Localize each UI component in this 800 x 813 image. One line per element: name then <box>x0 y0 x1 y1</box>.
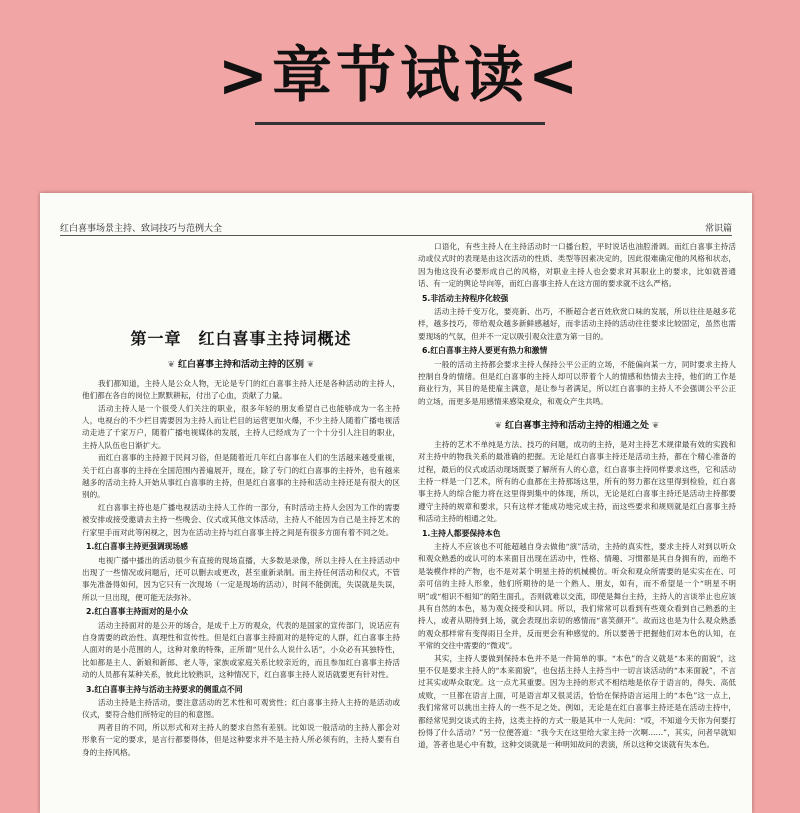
section-heading <box>82 359 400 371</box>
paragraph: 活动主持千变万化，要亮新、出巧，不断超合老百姓欣赏口味的发展，所以往往是越多花样，越多技巧，带给观众越多新鲜感越好，而非活动主持的活动往往要求比较固定，虽然也需要现场的气氛，但并不一定以吸引观众注意为第一目的。 <box>418 307 736 341</box>
subheading: 6.红白喜事主持人要更有热力和激情 <box>422 346 548 356</box>
section-heading-text: 红白喜事主持和活动主持的区别 <box>177 360 304 371</box>
left-column <box>82 241 400 759</box>
paragraph: 其实，主持人要做到保持本色并不是一件简单的事。“本色”的含义就是“本来的面貌”，这里不仅是要求主持人的“本来面貌”，也包括主持人主持当中一切言谈活动的“本来面貌”，不言过其实或哗众取宠。这一点尤其重要。因为主持的形式不相结地是依存于语言的，得失、高低成败，一旦都在语言上面，可是语言却又很灵活，恰恰在保持语言运用上的“本色”这一点上，我们常常可以挑出主持人的一些不足之处。例如，无论是在红白喜事主持还是在活动主持中，都经常见到交谈式的主持，这类主持的方式一般是其中一人先问：“哎，不知道今天你为何要打扮得了什么活动？”另一位便答道：“我今天在这里给大家主持一次啊……”，其实，问者早就知道，答者也是心中有数，这种交谈就是一种明知故问的表演，所以这种交谈就有失本色。 <box>418 653 736 750</box>
chapter-title: 第一章 红白喜事主持词概述 <box>130 329 352 348</box>
title-banner <box>0 0 800 130</box>
paragraph: 两者目的不同，所以形式和对主持人的要求自然有差别。比如说一般活动的主持人都会对形象有一定的要求，是言行都要得体，但是这种要求并不是主持人所必须有的，主持人要有自身的主持风格。 <box>82 722 400 757</box>
paragraph: 一般的活动主持都会要求主持人保持公平公正的立场，不能偏向某一方，同时要求主持人控制自身的情绪。但是红白喜事的主持人却可以带着个人的情感和热情去主持，他们的工作是商业行为，其目的是使雇主满意，是让参与者满足，所以红白喜事的主持人不会强调公平公正的立场，而更多是用感情来感染观众，和观众产生共鸣。 <box>418 359 736 406</box>
paragraph: 活动主持是主持活动，要注意活动的艺术性和可观赏性；红白喜事主持人主持的是活动或仪式，要符合他们所特定的目的和意图。 <box>82 697 400 720</box>
banner-underline <box>255 122 545 125</box>
book-page <box>40 193 752 813</box>
paragraph: 电视广播中播出的活动很少有直接的现场直播，大多数是录像，所以主持人在主持活动中出现了一些情况或问题后，还可以删去或更改，甚至重新录制。而主持任何活动和仪式，不管事先准备得如何，因为它只有一次现场（一定是现场的活动），时间不能倒流，失误就是失误，所以一旦出现，便可能无法弥补。 <box>82 555 400 602</box>
paragraph: 口语化，有些主持人在主持活动时一口播台腔，平时说话也油腔滑调。而红白喜事主持活动或仪式时的表现是由这次活动的性质、类型等因素决定的，因此很难确定他的风格和状态，因为他这没有必要形成自己的风格，对职业主持人也会要求对其职业上的要求，比如就普通话、有一定的舆论导向等，而红白喜事主持人在这方面的要求就不这么严格。 <box>418 242 736 289</box>
paragraph: 我们都知道，主持人是公众人物，无论是专门的红白喜事主持人还是各种活动的主持人，他们都在各自的岗位上默默耕耘，付出了心血，贡献了力量。 <box>82 378 400 401</box>
paragraph: 主持人不应该也不可能超越自身去做他“演”活动，主持的真实性，要求主持人对到以听众和观众熟悉的或认可的本来面目出现在活动中，性格、情趣、习惯都是其自身拥有的，而绝不是装模作样的产物，也不是对某个明星主持的机械模仿。听众和观众所需要的是实实在在、可亲可信的主持人形象，他们所期待的是一个熟人、朋友，如有，而不希望是一个“明星不明明”或“相识不相知”的陌生面孔，否则就难以交流，即使是舞台主持，主持人的言谈举止也应该具有自然的本色，易为观众接受和认同。所以，我们常常可以看到有些观众看到自己熟悉的主持人，或者从期待到上场，就会表现出亲切的感情而“喜笑颜开”。故而这也是为什么观众熟悉的观众那样常有变得雨日全并，反而更会有种感觉的。所以要善于把握他们对本色的认知，在平常的交往中需要的“微戏”。 <box>418 541 736 651</box>
paragraph: 红白喜事主持也是广播电视活动主持人工作的一部分，有时活动主持人会因为工作的需要被安排或接受邀请去主持一些晚会、仪式或其他文体活动，主持人不能因为自己是主持艺术的行家里手而对此等闲视之，因为在活动主持与红白喜事主持之间是有很多方面有着不同之处。 <box>82 502 400 537</box>
paragraph: 主持的艺术不单纯是方法、技巧的问题，成功的主持，是对主持艺术规律最有效的实践和对主持中的物我关系的最准确的把握。无论是红白喜事主持还是活动主持，都在个精心准备的过程，最后的仪式或活动现场既要了解所有人的心意，红白喜事主持同样要求这些，它和活动主持一样是一门艺术，所有的心血都在主持那场这里，所有的努力都在这里得到检验，红白喜事主持人的综合能力将在这里得到集中的体现，所以，无论是红白喜事主持还是活动主持都要遵守主持的规章和要求，只有这样才能成功地完成主持，而这些要求和规则就是红白喜事主持和活动主持的相通之处。 <box>418 439 736 524</box>
running-header <box>60 221 732 236</box>
ornament-icon: ❦ <box>494 421 505 432</box>
paragraph: 活动主持面对的是公开的场合，是成千上万的观众，代表的是国家的宣传部门，说话应有自身需要的政治性、真理性和宣传性。但是红白喜事主持面对的是特定的人群，红白喜事主持人面对的是小范围的人，这种对象的特殊，正所谓“见什么人说什么话”，小众必有其独特性，比如都是主人、新娘和新郎、老人等，家族或家庭关系比较亲近的，而且参加红白喜事主持活动的人员都有某种关系，彼此比较熟识，这种情况下，红白喜事主持人说话就要更有针对性。 <box>82 620 400 680</box>
right-column <box>418 241 736 752</box>
paragraph: 活动主持人是一个很受人们关注的职业，很多年轻的朋友希望自己也能够成为一名主持人，电视台的不少栏目需要因为主持人而让栏目的运营更加火爆，不少主持人随着广播电视活动走进了千家万户，随着广播电视媒体的发展，主持人已经成为了一个十分引人注目的职业，主持人队伍也日渐扩大。 <box>82 403 400 450</box>
subheading: 5.非活动主持程序化较强 <box>422 293 509 303</box>
ornament-icon: ❦ <box>649 421 660 432</box>
section-heading <box>418 420 736 432</box>
subheading: 3.红白喜事主持与活动主持要求的侧重点不同 <box>86 684 243 694</box>
header-book-title: 红白喜事场景主持、致词技巧与范例大全 <box>60 224 223 234</box>
section-heading-text: 红白喜事主持和活动主持的相通之处 <box>504 421 649 432</box>
subheading: 2.红白喜事主持面对的是小众 <box>86 607 188 617</box>
banner-title: >章节试读< <box>217 41 583 111</box>
subheading: 1.红白喜事主持更强调现场感 <box>86 542 188 552</box>
paragraph: 而红白喜事的主持源于民间习俗，但是随着近几年红白喜事在人们的生活越来越受重视，关于红白喜事的主持在全国范围内普遍展开，现在，除了专门的红白喜事的主持外，也有越来越多的活动主持人开始从事红白喜事的主持，但是红白喜事的主持和活动主持还是有很大的区别的。 <box>82 453 400 500</box>
ornament-icon: ❦ <box>167 360 178 371</box>
header-section-name: 常识篇 <box>704 224 732 234</box>
ornament-icon: ❦ <box>304 360 315 371</box>
subheading: 1.主持人都要保持本色 <box>422 528 501 538</box>
